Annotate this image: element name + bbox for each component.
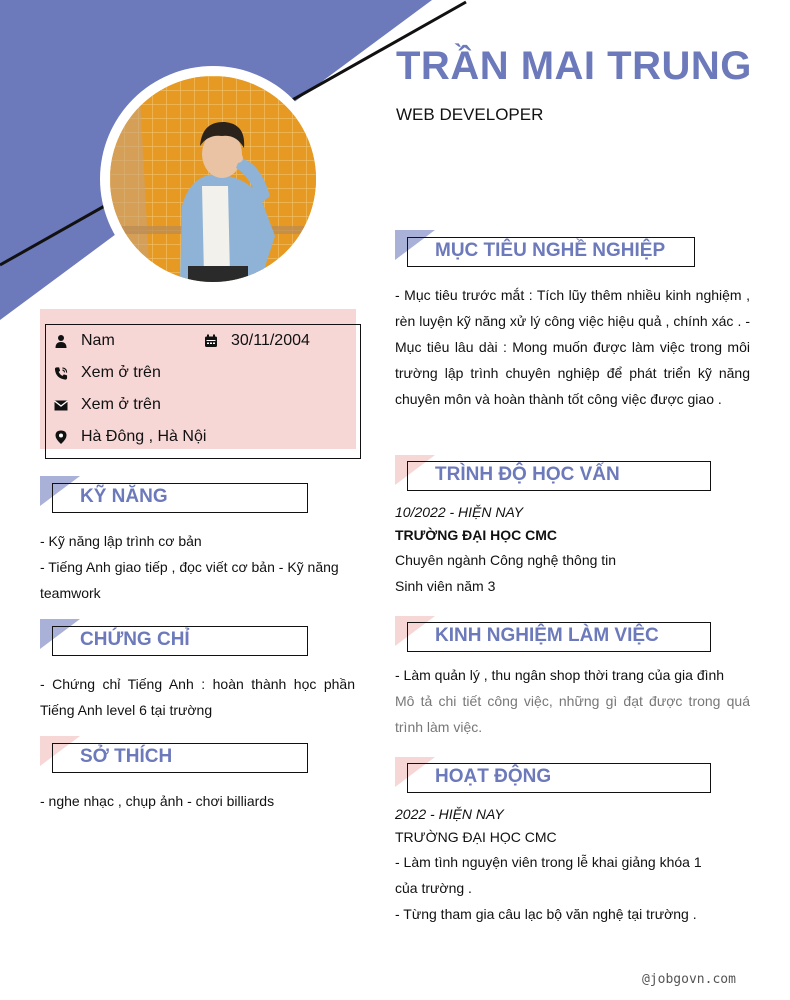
birthday-text: 30/11/2004 (231, 332, 310, 349)
contact-birthday (204, 332, 310, 350)
address-text: Hà Đông , Hà Nội (81, 428, 207, 445)
education-period: 10/2022 - HIỆN NAY (395, 504, 524, 520)
email-text: Xem ở trên (81, 396, 161, 413)
hobbies-text: - nghe nhạc , chụp ảnh - chơi billiards (40, 793, 275, 809)
candidate-name: TRẦN MAI TRUNG (396, 44, 752, 88)
user-icon (54, 334, 68, 348)
profile-photo-frame (100, 66, 326, 292)
education-school: TRƯỜNG ĐẠI HỌC CMC (395, 527, 557, 543)
watermark: @jobgovn.com (642, 972, 736, 987)
objective-title: MỤC TIÊU NGHỀ NGHIỆP (435, 240, 666, 261)
activities-period: 2022 - HIỆN NAY (395, 806, 504, 822)
contact-email (54, 396, 161, 414)
map-pin-icon (54, 430, 68, 444)
gender-text: Nam (81, 332, 115, 349)
profile-photo (110, 76, 316, 282)
certificates-text: - Chứng chỉ Tiếng Anh : hoàn thành học phần Tiếng Anh level 6 tại trường (40, 676, 355, 718)
education-major: Chuyên ngành Công nghệ thông tin (395, 552, 617, 568)
experience-title: KINH NGHIỆM LÀM VIỆC (435, 625, 659, 646)
activities-line-2: - Từng tham gia câu lạc bộ văn nghệ tại trường . (395, 906, 697, 922)
activities-title: HOẠT ĐỘNG (435, 766, 552, 787)
candidate-role: WEB DEVELOPER (396, 105, 544, 124)
phone-text: Xem ở trên (81, 364, 161, 381)
objective-text: - Mục tiêu trước mắt : Tích lũy thêm nhiều kinh nghiệm , rèn luyện kỹ năng xử lý công việc hiệu quả , chính xác . - Mục tiêu lâu dài : Mong muốn được làm việc trong môi trường lập trình chuyên nghiệp để phát triển kỹ năng chuyên môn và hoàn thành tốt công việc được giao . (395, 287, 750, 407)
contact-gender (54, 332, 115, 350)
contact-phone (54, 364, 161, 382)
skills-line-1: - Kỹ năng lập trình cơ bản (40, 533, 202, 549)
experience-line-1: - Làm quản lý , thu ngân shop thời trang của gia đình (395, 667, 725, 683)
certificates-title: CHỨNG CHỈ (80, 629, 190, 650)
skills-title: KỸ NĂNG (80, 486, 168, 507)
activities-school: TRƯỜNG ĐẠI HỌC CMC (395, 829, 557, 845)
experience-description: Mô tả chi tiết công việc, những gì đạt được trong quá trình làm việc. (395, 693, 750, 735)
phone-icon (54, 366, 68, 380)
contact-address (54, 428, 206, 446)
activities-line-1: - Làm tình nguyện viên trong lễ khai giảng khóa 1 của trường . (395, 854, 702, 896)
calendar-icon (204, 334, 218, 348)
envelope-icon (54, 398, 68, 412)
education-title: TRÌNH ĐỘ HỌC VẤN (435, 464, 620, 485)
skills-line-2: - Tiếng Anh giao tiếp , đọc viết cơ bản - Kỹ năng teamwork (40, 559, 339, 601)
education-year: Sinh viên năm 3 (395, 578, 496, 594)
hobbies-title: SỞ THÍCH (80, 746, 173, 767)
